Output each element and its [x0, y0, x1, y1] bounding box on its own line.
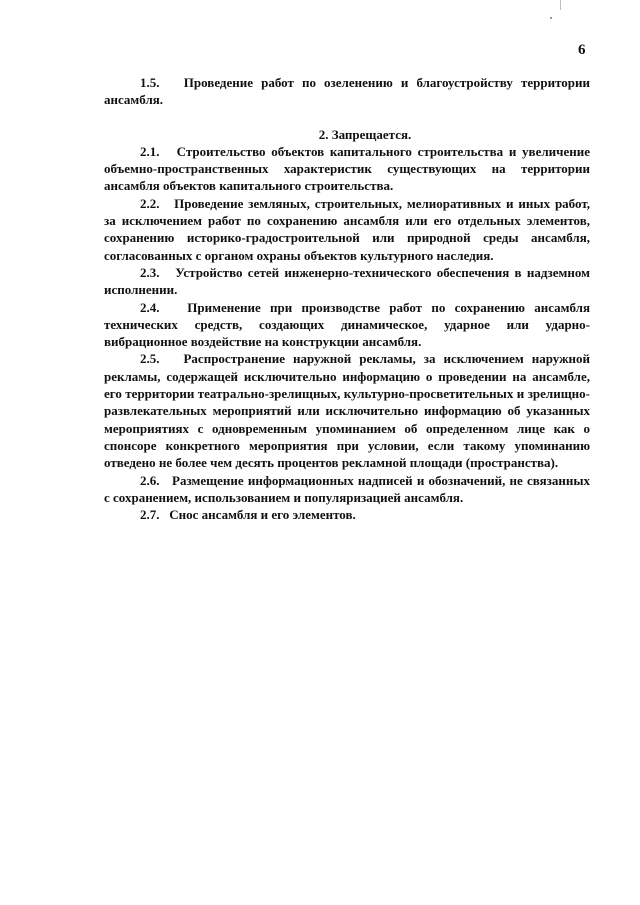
page-number: 6: [578, 42, 586, 58]
paragraph-1-5: 1.5. Проведение работ по озеленению и благоустройству территории ансамбля.: [104, 75, 590, 108]
section-heading-2: 2. Запрещается.: [318, 126, 412, 142]
paragraph-2-6: 2.6. Размещение информационных надписей и обозначений, не связанных с сохранением, использованием и популяризацией ансамбля.: [104, 472, 590, 505]
paragraph-2-4: 2.4. Применение при производстве работ по сохранению ансамбля технических средств, создающих динамическое, ударное или ударно-вибрационное воздействие на конструкции ансамбля.: [104, 299, 590, 350]
paragraph-2-3: 2.3. Устройство сетей инженерно-технического обеспечения в надземном исполнении.: [104, 264, 590, 298]
paragraph-2-5: 2.5. Распространение наружной рекламы, за исключением наружной рекламы, содержащей исключительно информацию о проведении на ансамбле, его территории театрально-зрелищных, культурно-просветительных и зрелищно-развлекательных мероприятий или исключительно информацию об указанных мероприятиях с одновременным упоминанием об определенном лице как о спонсоре конкретного мероприятия при условии, если такому упоминанию отведено не более чем десять процентов рекламной площади (пространства).: [104, 351, 590, 471]
document-body: [104, 74, 590, 523]
paragraph-2-7: 2.7. Снос ансамбля и его элементов.: [140, 507, 356, 523]
scan-artifact-dot: [550, 17, 552, 19]
paragraph-2-1: 2.1. Строительство объектов капитального строительства и увеличение объемно-пространственных характеристик существующих на территории ансамбля объектов капитального строительства.: [104, 143, 590, 194]
scan-artifact-line: [560, 0, 561, 10]
paragraph-2-2: 2.2. Проведение земляных, строительных, мелиоративных и иных работ, за исключением работ по сохранению ансамбля или его отдельных элементов, сохранению историко-градостроительной или природной среды ансамбля, согласованных с органом охраны объектов культурного наследия.: [104, 195, 590, 263]
